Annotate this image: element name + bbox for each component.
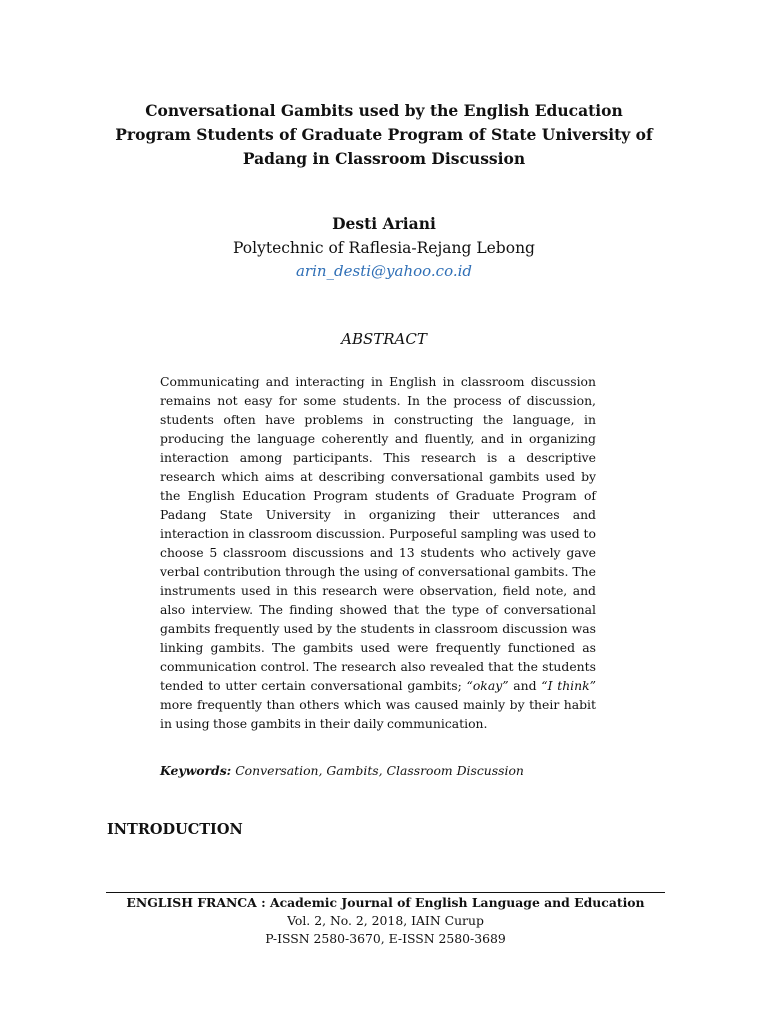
- abstract-quote-i-think: “I think”: [541, 678, 596, 693]
- abstract-text-end: more frequently than others which was caused mainly by their habit in using those gambits in their daily communication.: [160, 697, 596, 731]
- abstract-quote-okay: “okay”: [466, 678, 509, 693]
- introduction-heading: INTRODUCTION: [107, 821, 243, 838]
- abstract-text-and: and: [508, 678, 542, 693]
- title-line-2: Program Students of Graduate Program of State University of: [115, 125, 653, 144]
- title-line-1: Conversational Gambits used by the English Education: [145, 101, 623, 120]
- author-email-link[interactable]: arin_desti@yahoo.co.id: [295, 262, 473, 280]
- footer-issn: P-ISSN 2580-3670, E-ISSN 2580-3689: [265, 931, 506, 946]
- footer-divider: [106, 892, 665, 893]
- abstract-heading: ABSTRACT: [341, 330, 427, 348]
- keywords-label: Keywords:: [160, 763, 232, 778]
- title-line-3: Padang in Classroom Discussion: [242, 149, 526, 168]
- abstract-body: [160, 372, 596, 733]
- keywords-values: Conversation, Gambits, Classroom Discussion: [231, 763, 524, 778]
- abstract-text-main: Communicating and interacting in English in classroom discussion remains not easy for some students. In the process of discussion, students often have problems in constructing the language, in producing the language coherently and fluently, and in organizing interaction among participants. This research is a descriptive research which aims at describing conversational gambits used by the English Education Program students of Graduate Program of Padang State University in organizing their utterances and interaction in classroom discussion. Purposeful sampling was used to choose 5 classroom discussions and 13 students who actively gave verbal contribution through the using of conversational gambits. The instruments used in this research were observation, field note, and also interview. The finding showed that the type of conversational gambits frequently used by the students in classroom discussion was linking gambits. The gambits used were frequently functioned as communication control. The research also revealed that the students tended to utter certain conversational gambits;: [160, 374, 596, 693]
- journal-footer: [106, 894, 665, 948]
- footer-journal-name: ENGLISH FRANCA : Academic Journal of English Language and Education: [126, 895, 645, 910]
- keywords: [160, 761, 600, 780]
- author-name: Desti Ariani: [332, 214, 436, 233]
- author-affiliation: Polytechnic of Raflesia-Rejang Lebong: [233, 239, 535, 257]
- footer-volume: Vol. 2, No. 2, 2018, IAIN Curup: [287, 913, 484, 928]
- paper-title: [100, 99, 668, 171]
